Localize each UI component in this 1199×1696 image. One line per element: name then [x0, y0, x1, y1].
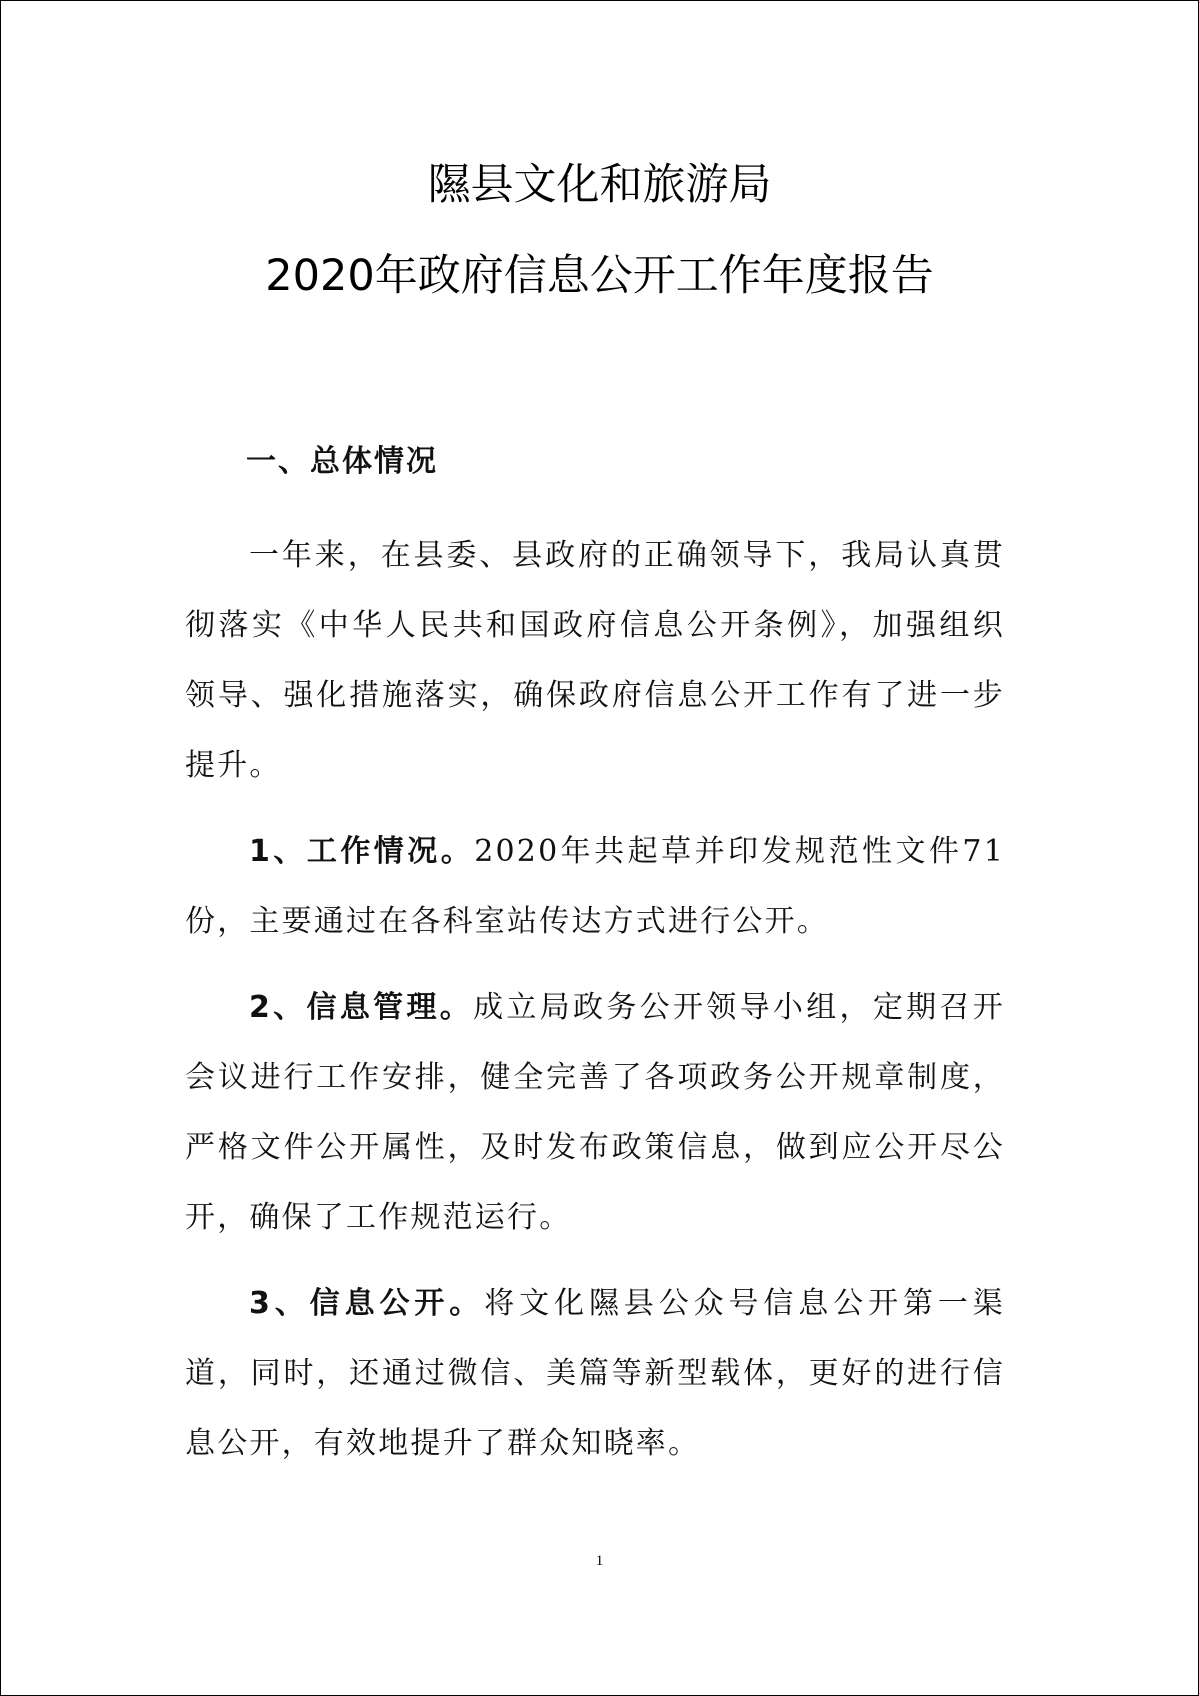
document-body — [185, 435, 1005, 1479]
paragraph-info-disclosure — [185, 1269, 1005, 1479]
paragraph-info-management — [185, 973, 1005, 1253]
document-title-agency: 隰县文化和旅游局 — [427, 160, 772, 210]
document-title-report: 2020年政府信息公开工作年度报告 — [265, 251, 934, 301]
paragraph-text-work: 2020年共起草并印发规范性文件71份，主要通过在各科室站传达方式进行公开。 — [185, 834, 1005, 939]
paragraph-general-overview: 一年来，在县委、县政府的正确领导下，我局认真贯彻落实《中华人民共和国政府信息公开条例》，加强组织领导、强化措施落实，确保政府信息公开工作有了进一步提升。 — [185, 538, 1005, 783]
paragraph-text-management: 成立局政务公开领导小组，定期召开会议进行工作安排，健全完善了各项政务公开规章制度，严格文件公开属性，及时发布政策信息，做到应公开尽公开，确保了工作规范运行。 — [185, 990, 1005, 1235]
paragraph-lead-disclosure: 3、信息公开。 — [249, 1286, 485, 1321]
section-heading-general: 一、总体情况 — [246, 444, 438, 479]
paragraph-lead-work: 1、工作情况。 — [249, 834, 475, 869]
page-number: 1 — [595, 1553, 604, 1569]
paragraph-text-disclosure: 将文化隰县公众号信息公开第一渠道，同时，还通过微信、美篇等新型载体，更好的进行信息公开，有效地提升了群众知晓率。 — [185, 1286, 1005, 1461]
paragraph-work-status — [185, 817, 1005, 957]
paragraph-lead-management: 2、信息管理。 — [249, 990, 474, 1025]
